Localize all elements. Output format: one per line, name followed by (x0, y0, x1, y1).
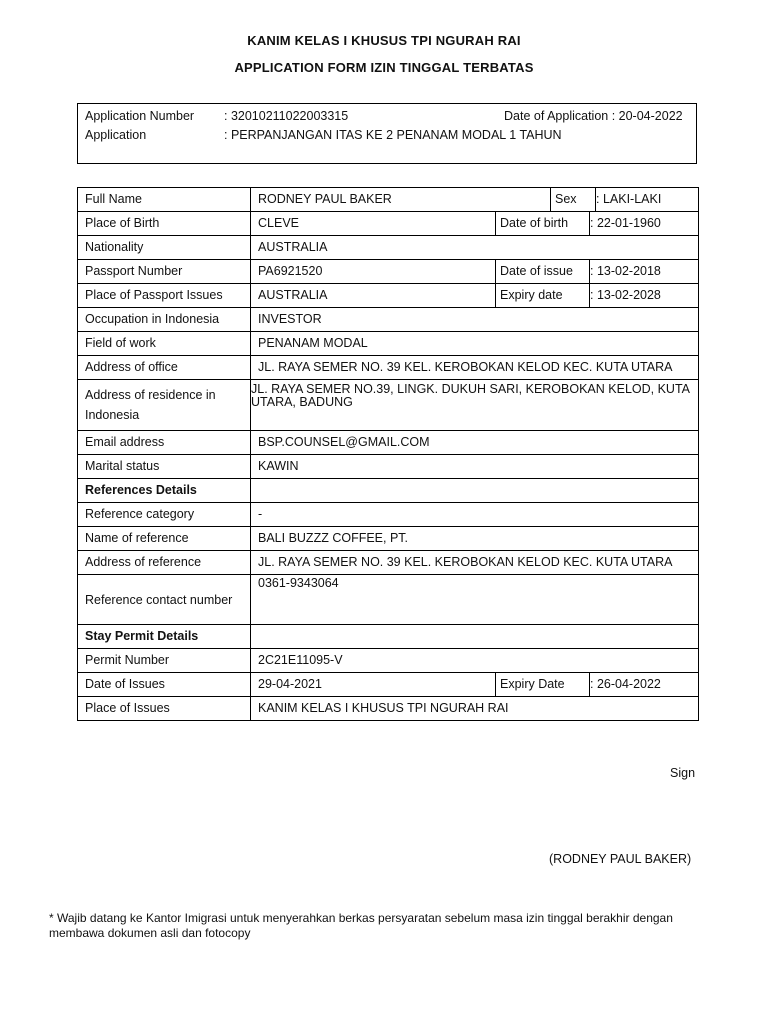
stay-permit-section-heading: Stay Permit Details (78, 625, 251, 649)
sign-label: Sign (670, 766, 696, 780)
table-row (78, 236, 699, 260)
applicant-details-table (77, 187, 699, 212)
nationality-value: AUSTRALIA (251, 236, 699, 260)
permit-number-label: Permit Number (78, 649, 251, 673)
permit-issue-date-value: 29-04-2021 (251, 673, 496, 697)
application-number-label: Application Number (85, 109, 195, 123)
table-row (78, 260, 699, 284)
table-row (78, 308, 699, 332)
field-of-work-label: Field of work (78, 332, 251, 356)
table-row (78, 212, 699, 236)
reference-name-value: BALI BUZZZ COFFEE, PT. (251, 527, 699, 551)
table-row (78, 575, 699, 625)
table-row (78, 332, 699, 356)
sex-label: Sex (551, 188, 596, 212)
office-title: KANIM KELAS I KHUSUS TPI NGURAH RAI (247, 33, 521, 48)
table-row (78, 431, 699, 455)
table-row (78, 649, 699, 673)
email-label: Email address (78, 431, 251, 455)
passport-issue-place-value: AUSTRALIA (251, 284, 496, 308)
table-row (78, 188, 699, 212)
marital-status-value: KAWIN (251, 455, 699, 479)
application-info-box (77, 103, 697, 164)
reference-name-label: Name of reference (78, 527, 251, 551)
application-type-value: : PERPANJANGAN ITAS KE 2 PENANAM MODAL 1 TAHUN (224, 128, 562, 142)
permit-expiry-label: Expiry Date (496, 673, 590, 697)
permit-issue-place-label: Place of Issues (78, 697, 251, 721)
occupation-label: Occupation in Indonesia (78, 308, 251, 332)
place-of-birth-value: CLEVE (251, 212, 496, 236)
table-row (78, 697, 699, 721)
permit-issue-date-label: Date of Issues (78, 673, 251, 697)
permit-expiry-value: : 26-04-2022 (590, 673, 699, 697)
reference-contact-label: Reference contact number (78, 575, 251, 625)
table-row (78, 551, 699, 575)
stay-permit-section-value (251, 625, 699, 649)
residence-address-value: JL. RAYA SEMER NO.39, LINGK. DUKUH SARI, KEROBOKAN KELOD, KUTA UTARA, BADUNG (251, 380, 699, 431)
date-of-birth-value: : 22-01-1960 (590, 212, 699, 236)
applicant-details-table-2 (77, 211, 699, 721)
passport-expiry-value: : 13-02-2028 (590, 284, 699, 308)
signatory-name: (RODNEY PAUL BAKER) (549, 852, 692, 866)
full-name-label: Full Name (78, 188, 251, 212)
occupation-value: INVESTOR (251, 308, 699, 332)
table-row (78, 455, 699, 479)
table-row (78, 673, 699, 697)
table-row (78, 356, 699, 380)
office-address-label: Address of office (78, 356, 251, 380)
table-row (78, 284, 699, 308)
residence-address-label: Address of residence in Indonesia (78, 380, 251, 431)
marital-status-label: Marital status (78, 455, 251, 479)
reference-category-value: - (251, 503, 699, 527)
passport-issue-date-label: Date of issue (496, 260, 590, 284)
email-value: BSP.COUNSEL@GMAIL.COM (251, 431, 699, 455)
field-of-work-value: PENANAM MODAL (251, 332, 699, 356)
permit-issue-place-value: KANIM KELAS I KHUSUS TPI NGURAH RAI (251, 697, 699, 721)
passport-issue-place-label: Place of Passport Issues (78, 284, 251, 308)
reference-address-label: Address of reference (78, 551, 251, 575)
application-type-label: Application (85, 128, 147, 142)
full-name-value: RODNEY PAUL BAKER (251, 188, 551, 212)
office-address-value: JL. RAYA SEMER NO. 39 KEL. KEROBOKAN KELOD KEC. KUTA UTARA (251, 356, 699, 380)
passport-number-label: Passport Number (78, 260, 251, 284)
reference-address-value: JL. RAYA SEMER NO. 39 KEL. KEROBOKAN KELOD KEC. KUTA UTARA (251, 551, 699, 575)
table-row (78, 503, 699, 527)
table-row (78, 380, 699, 431)
application-date: Date of Application : 20-04-2022 (504, 109, 683, 123)
passport-expiry-label: Expiry date (496, 284, 590, 308)
permit-number-value: 2C21E11095-V (251, 649, 699, 673)
sex-value: : LAKI-LAKI (596, 188, 699, 212)
footnote: * Wajib datang ke Kantor Imigrasi untuk menyerahkan berkas persyaratan sebelum masa izin tinggal berakhir dengan membawa dokumen asli dan fotocopy (49, 911, 673, 940)
passport-issue-date-value: : 13-02-2018 (590, 260, 699, 284)
reference-category-label: Reference category (78, 503, 251, 527)
table-row (78, 527, 699, 551)
passport-number-value: PA6921520 (251, 260, 496, 284)
date-of-birth-label: Date of birth (496, 212, 590, 236)
application-number-value: : 32010211022003315 (224, 109, 349, 123)
place-of-birth-label: Place of Birth (78, 212, 251, 236)
nationality-label: Nationality (78, 236, 251, 260)
reference-contact-value: 0361-9343064 (251, 575, 699, 625)
references-section-value (251, 479, 699, 503)
table-row (78, 625, 699, 649)
references-section-heading: References Details (78, 479, 251, 503)
form-title: APPLICATION FORM IZIN TINGGAL TERBATAS (234, 60, 534, 75)
table-row (78, 479, 699, 503)
